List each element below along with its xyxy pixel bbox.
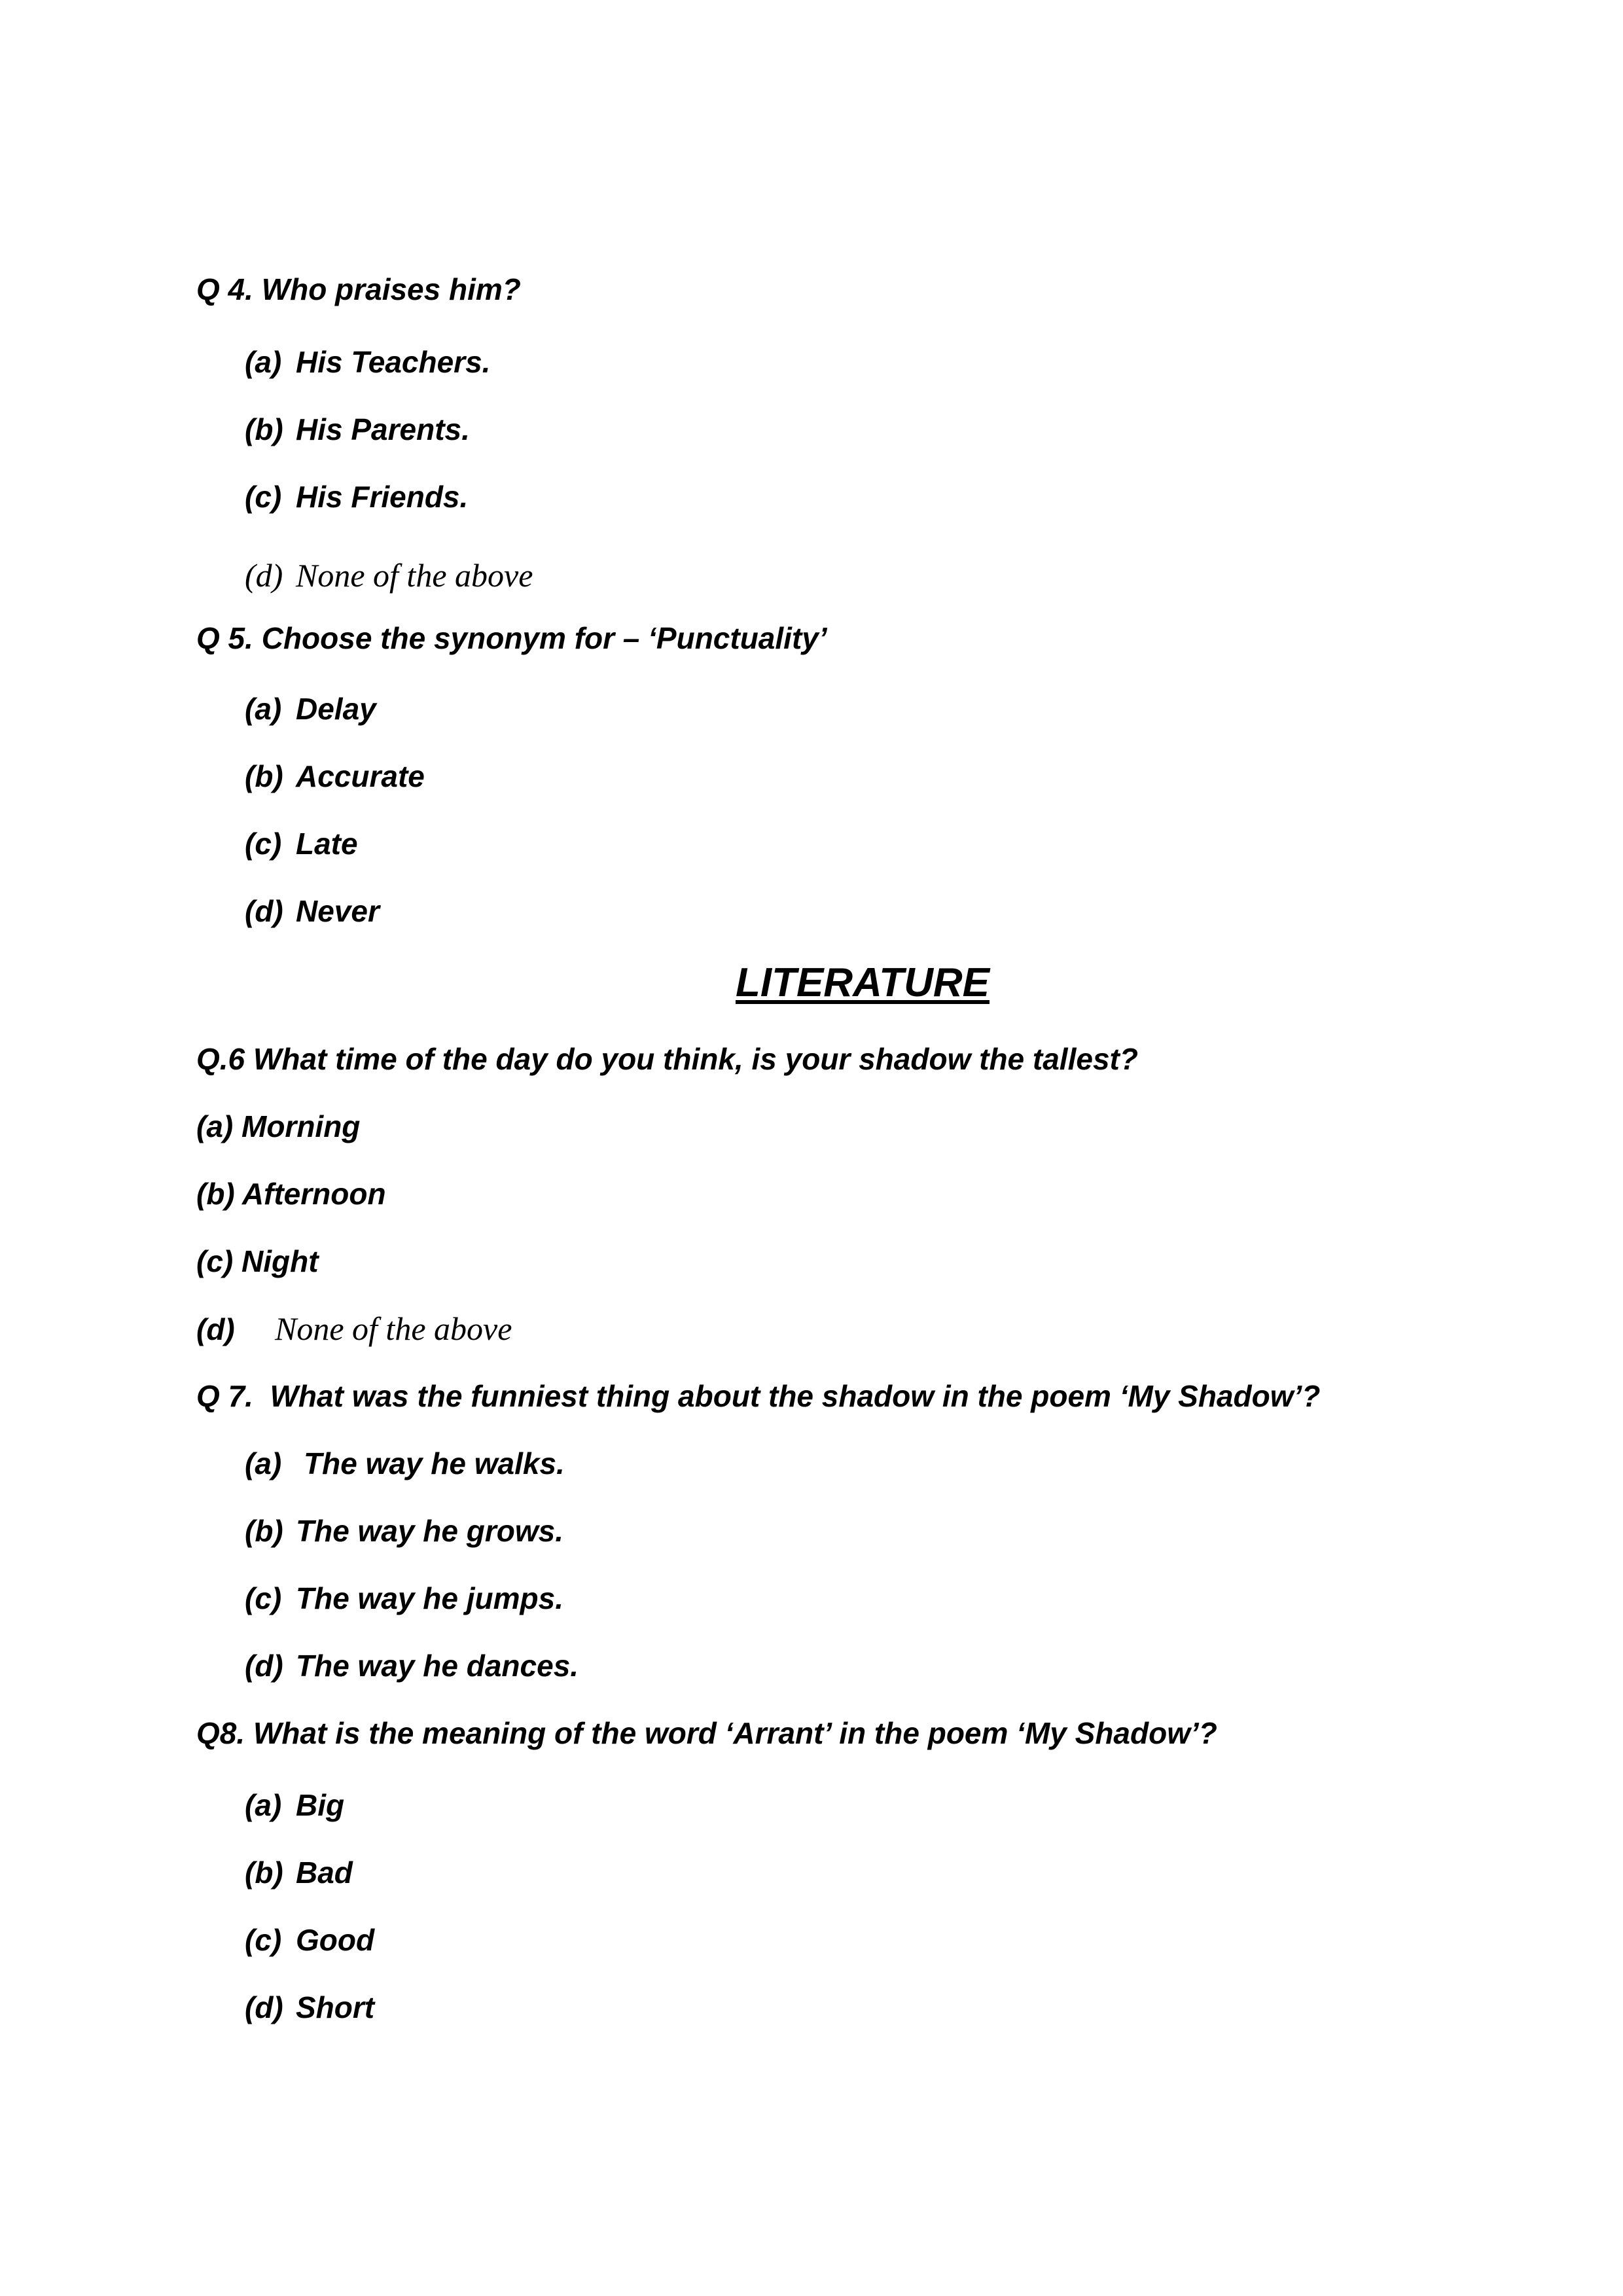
option-label: (d) (245, 1649, 283, 1683)
option-label: (d) (245, 557, 283, 594)
option-b (245, 1854, 353, 1891)
option-text: The way he dances. (296, 1649, 579, 1683)
question-4 (196, 271, 521, 308)
option-d (196, 1310, 512, 1348)
option-label: (d) (196, 1312, 235, 1346)
question-7 (196, 1378, 1320, 1414)
option-label: (a) (196, 1109, 234, 1143)
option-text: Morning (241, 1109, 361, 1143)
question-text: Who praises him? (261, 272, 521, 306)
question-text: What time of the day do you think, is your shadow the tallest? (253, 1042, 1138, 1076)
option-a (245, 344, 490, 380)
option-text: His Teachers. (296, 345, 491, 379)
option-a (245, 691, 376, 727)
option-text: The way he jumps. (296, 1581, 563, 1615)
option-label: (b) (196, 1177, 235, 1211)
option-label: (b) (245, 1514, 283, 1548)
option-text: Short (296, 1990, 375, 2024)
option-label: (c) (196, 1244, 234, 1278)
option-text: Big (296, 1788, 345, 1822)
question-text: Choose the synonym for – ‘Punctuality’ (261, 621, 827, 655)
option-c (245, 478, 468, 515)
option-a (245, 1787, 344, 1823)
option-b (245, 411, 470, 448)
option-b (245, 1513, 563, 1549)
question-number: Q.6 (196, 1042, 245, 1076)
question-text: What is the meaning of the word ‘Arrant’ in the poem ‘My Shadow’? (253, 1716, 1217, 1750)
question-number: Q8. (196, 1716, 245, 1750)
question-8 (196, 1715, 1217, 1751)
option-c (245, 1922, 374, 1958)
option-text: Never (296, 894, 380, 928)
option-c (196, 1243, 319, 1280)
question-number: Q 4. (196, 272, 253, 306)
option-label: (a) (245, 345, 282, 379)
option-label: (a) (245, 1788, 282, 1822)
option-label: (a) (245, 1446, 282, 1480)
question-6 (196, 1041, 1138, 1077)
option-text: His Parents. (296, 412, 470, 446)
option-label: (d) (245, 894, 283, 928)
option-text: Late (296, 827, 358, 861)
question-text: What was the funniest thing about the shadow in the poem ‘My Shadow’? (270, 1379, 1321, 1413)
option-text: None of the above (296, 557, 533, 594)
option-d (245, 1989, 374, 2026)
option-text: Bad (296, 1856, 353, 1890)
option-b (196, 1175, 386, 1212)
option-a (245, 1445, 565, 1482)
option-text: Afternoon (241, 1177, 386, 1211)
option-label: (b) (245, 759, 283, 793)
option-label: (a) (245, 692, 282, 726)
option-label: (b) (245, 412, 283, 446)
option-label: (b) (245, 1856, 283, 1890)
option-text: None of the above (275, 1310, 512, 1347)
option-label: (c) (245, 480, 282, 514)
question-5 (196, 620, 827, 656)
option-d (245, 1647, 579, 1684)
option-d (245, 557, 533, 594)
option-c (245, 1580, 563, 1617)
option-text: Good (296, 1923, 375, 1957)
option-text: The way he walks. (304, 1446, 565, 1480)
option-label: (c) (245, 827, 282, 861)
option-b (245, 758, 425, 795)
option-text: Accurate (296, 759, 425, 793)
option-label: (c) (245, 1581, 282, 1615)
option-text: Night (241, 1244, 319, 1278)
option-label: (c) (245, 1923, 282, 1957)
option-text: The way he grows. (296, 1514, 563, 1548)
option-a (196, 1108, 360, 1145)
section-heading: LITERATURE (735, 960, 990, 1005)
question-number: Q 5. (196, 621, 253, 655)
option-c (245, 825, 358, 862)
option-d (245, 893, 380, 929)
question-number: Q 7. (196, 1379, 253, 1413)
option-text: Delay (296, 692, 376, 726)
option-text: His Friends. (296, 480, 469, 514)
option-label: (d) (245, 1990, 283, 2024)
